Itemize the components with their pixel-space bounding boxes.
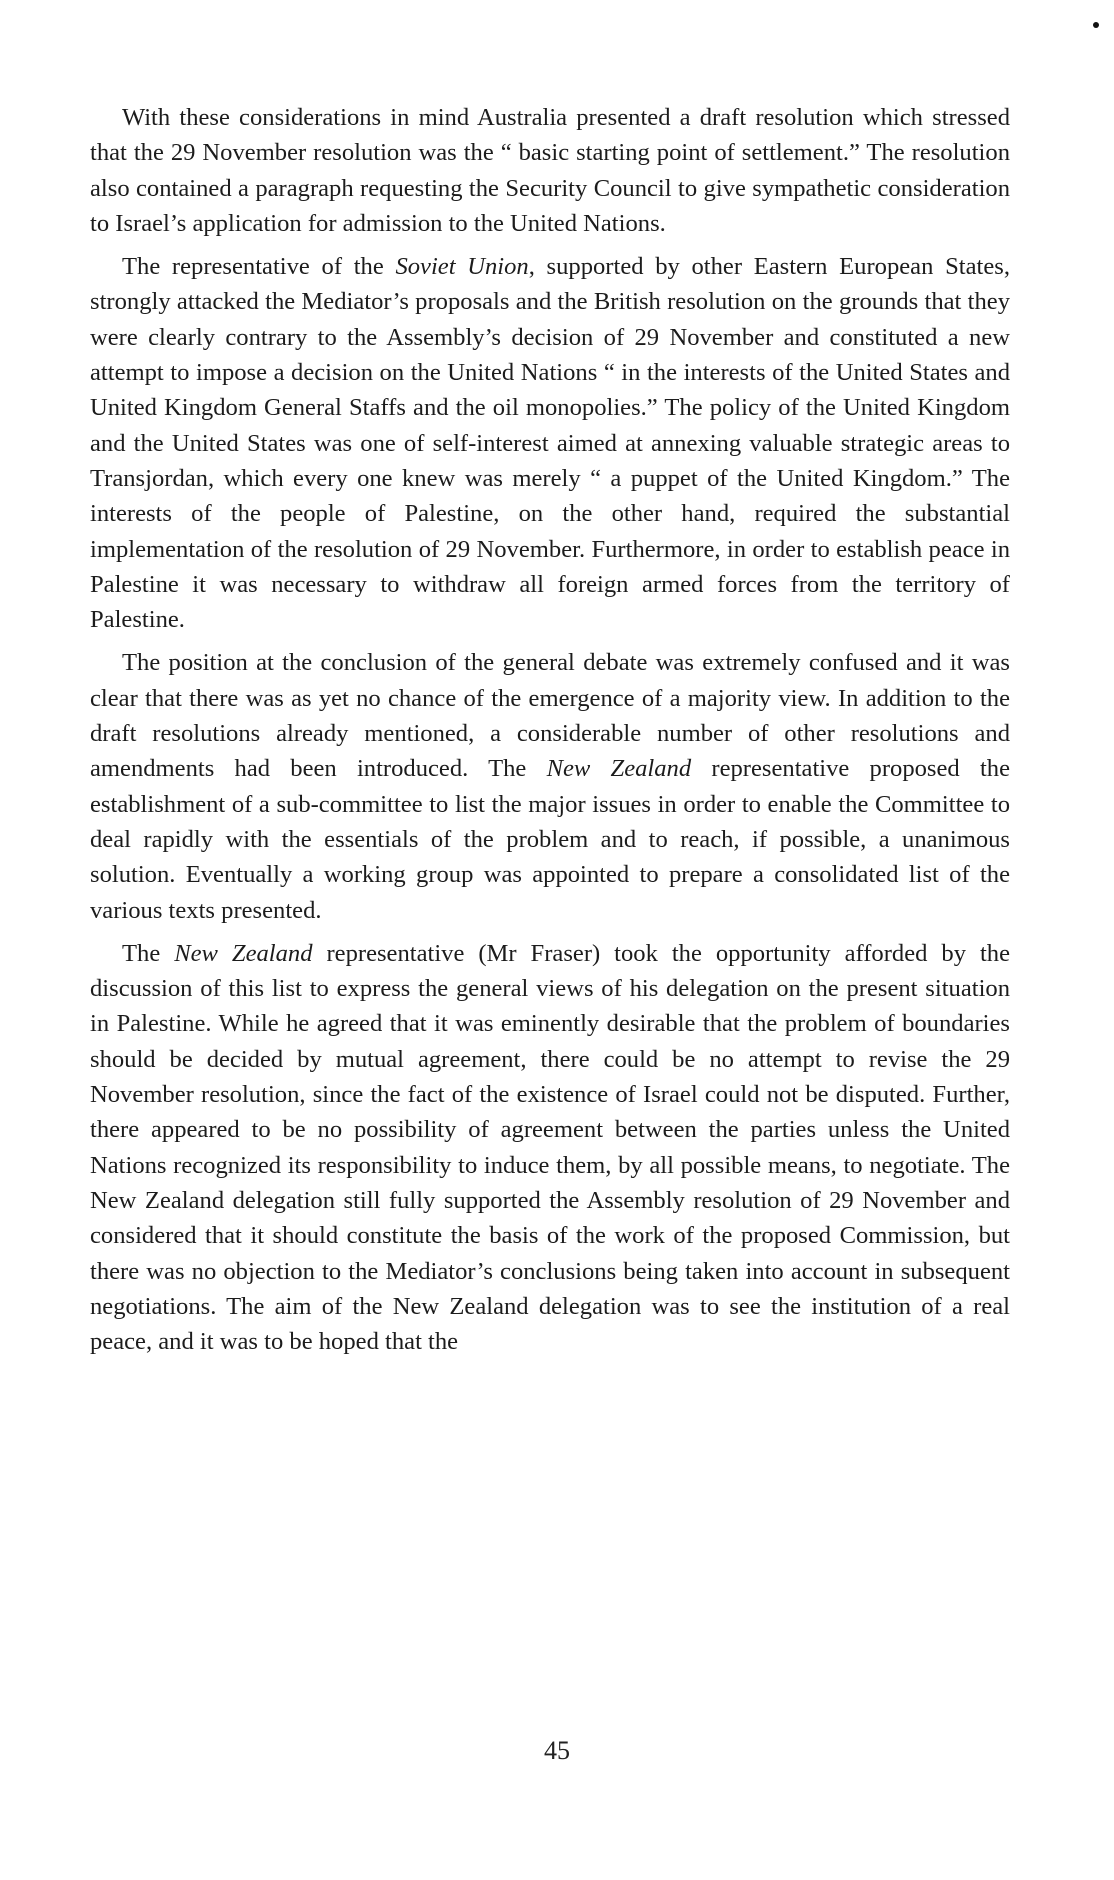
paragraph-general-debate: The position at the conclusion of the general debate was extremely confused and it was clear that there was as yet no chance of the emergence of a majority view. In addition to the draft resolutions already mentioned, a considerable number of other resolutions and amendments had been introduced. The New Zealand representative proposed the establishment of a sub-committee to list the major issues in order to enable the Committee to deal rapidly with the essentials of the problem and to reach, if possible, a unanimous solution. Eventually a working group was appointed to prepare a consolidated list of the various texts presented. <box>90 649 1011 924</box>
corner-dot-mark <box>1093 22 1099 28</box>
country-name-italic: New Zealand <box>174 939 313 967</box>
country-name-italic: New Zealand <box>546 755 692 783</box>
body-text <box>90 100 1010 1367</box>
paragraph-new-zealand-views: The New Zealand representative (Mr Fraser) took the opportunity afforded by the discussion of this list to express the general views of his delegation on the present situation in Palestine. While he agreed that it was eminently desirable that the problem of boundaries should be decided by mutual agreement, there could be no attempt to revise the 29 November resolution, since the fact of the existence of Israel could not be disputed. Further, there appeared to be no possibility of agreement between the parties unless the United Nations recognized its responsibility to induce them, by all possible means, to negotiate. The New Zealand delegation still fully supported the Assembly resolution of 29 November and considered that it should constitute the basis of the work of the proposed Commission, but there was no objection to the Mediator’s conclusions being taken into account in subsequent negotiations. The aim of the New Zealand delegation was to see the institution of a real peace, and it was to be hoped that the <box>90 939 1010 1356</box>
paragraph-australia-draft: With these considerations in mind Australia presented a draft resolution which stressed that the 29 November resolution was the “ basic starting point of settlement.” The resolution also contained a paragraph requesting the Security Council to give sympathetic consideration to Israel’s application for admission to the United Nations. <box>90 104 1010 237</box>
paragraph-soviet-union: The representative of the Soviet Union, supported by other Eastern European States, strongly attacked the Mediator’s proposals and the British resolution on the grounds that they were clearly contrary to the Assembly’s decision of 29 November and constituted a new attempt to impose a decision on the United Nations “ in the interests of the United States and United Kingdom General Staffs and the oil monopolies.” The policy of the United Kingdom and the United States was one of self-interest aimed at annexing valuable strategic areas to Transjordan, which every one knew was merely “ a puppet of the United Kingdom.” The interests of the people of Palestine, on the other hand, required the substantial implementation of the resolution of 29 November. Furthermore, in order to establish peace in Palestine it was necessary to withdraw all foreign armed forces from the territory of Palestine. <box>90 253 1010 634</box>
country-name-italic: Soviet Union <box>395 253 529 281</box>
page-number: 45 <box>544 1736 570 1765</box>
